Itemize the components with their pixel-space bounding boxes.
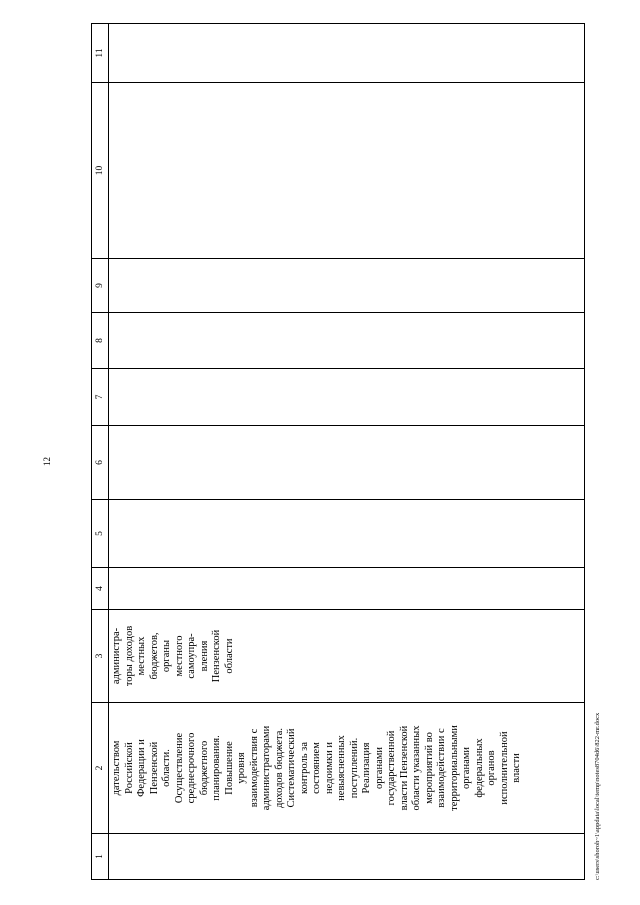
cell-col10 [109,83,585,259]
text-line: Федерации и [136,739,147,797]
text-line: доходов бюджета. [273,727,285,809]
column-header-11: 11 [92,24,109,83]
text-line: контроль за [298,742,310,794]
text-line: области [223,638,235,674]
cell-measure-description [109,703,585,834]
text-line: среднесрочного [186,732,197,804]
text-line: состоянием [311,742,322,794]
text-line: федеральных [473,738,485,798]
text-line: взаимодействии с [436,728,447,808]
column-header-2: 2 [92,703,109,834]
cell-col6 [109,426,585,500]
column-header-8: 8 [92,313,109,369]
text-line: органов [486,750,497,786]
cell-executors [109,610,585,703]
text-line: Пензенской [148,741,160,795]
text-line: Систематический [286,728,297,808]
text-line: Повышение [223,741,235,795]
cell-col9 [109,259,585,313]
column-header-4: 4 [92,568,109,610]
text-line: области указанных [411,725,422,811]
column-header-10: 10 [92,83,109,259]
text-line: бюджетов, [148,632,160,680]
text-line: государственной [386,730,397,806]
cell-col5 [109,500,585,568]
column-header-5: 5 [92,500,109,568]
text-line: органами [461,747,472,790]
text-line: уровня [236,752,247,784]
text-line: взаимодействия с [248,728,260,808]
column-header-1: 1 [92,834,109,880]
landscape-table-container [91,24,585,880]
text-line: Осуществление [173,732,185,804]
cell-col11 [109,24,585,83]
text-line: торы доходов [123,625,135,687]
text-line: территориальными [448,725,460,811]
text-line: бюджетного [198,740,210,796]
cell-col4 [109,568,585,610]
footer-file-path: c:\users\shoroh~1\appdata\local\temp\notes8704d6\822-mr.docx [594,712,601,880]
cell-col8 [109,313,585,369]
text-line: Российской [123,742,135,794]
table-row [109,24,585,880]
text-line: поступлений. [348,737,360,799]
text-line: власти [511,753,522,783]
text-line: администра- [111,627,122,685]
column-header-6: 6 [92,426,109,500]
text-line: местного [173,635,185,677]
column-header-7: 7 [92,369,109,426]
text-line: Реализация [361,742,372,794]
text-line: дательством [111,740,122,796]
text-line: Пензенской [211,629,222,683]
text-line: органами [373,747,385,790]
text-line: области. [161,749,172,787]
text-line: самоупра- [186,633,197,679]
text-line: мероприятий во [423,732,435,804]
page-number: 12 [42,457,52,466]
text-line: исполнительной [498,731,510,805]
text-line: невыясненных [336,735,347,801]
text-line: власти Пензенской [398,725,410,811]
text-line: администраторами [261,725,272,811]
column-header-3: 3 [92,610,109,703]
text-line: органы [161,639,172,673]
text-line: вления [198,640,210,672]
text-line: местных [136,636,147,676]
cell-col1 [109,834,585,880]
cell-col7 [109,369,585,426]
text-line: планирования. [211,735,222,801]
column-number-row [92,24,109,880]
text-line: недоимки и [323,742,335,794]
column-header-9: 9 [92,259,109,313]
measures-table [91,23,585,880]
